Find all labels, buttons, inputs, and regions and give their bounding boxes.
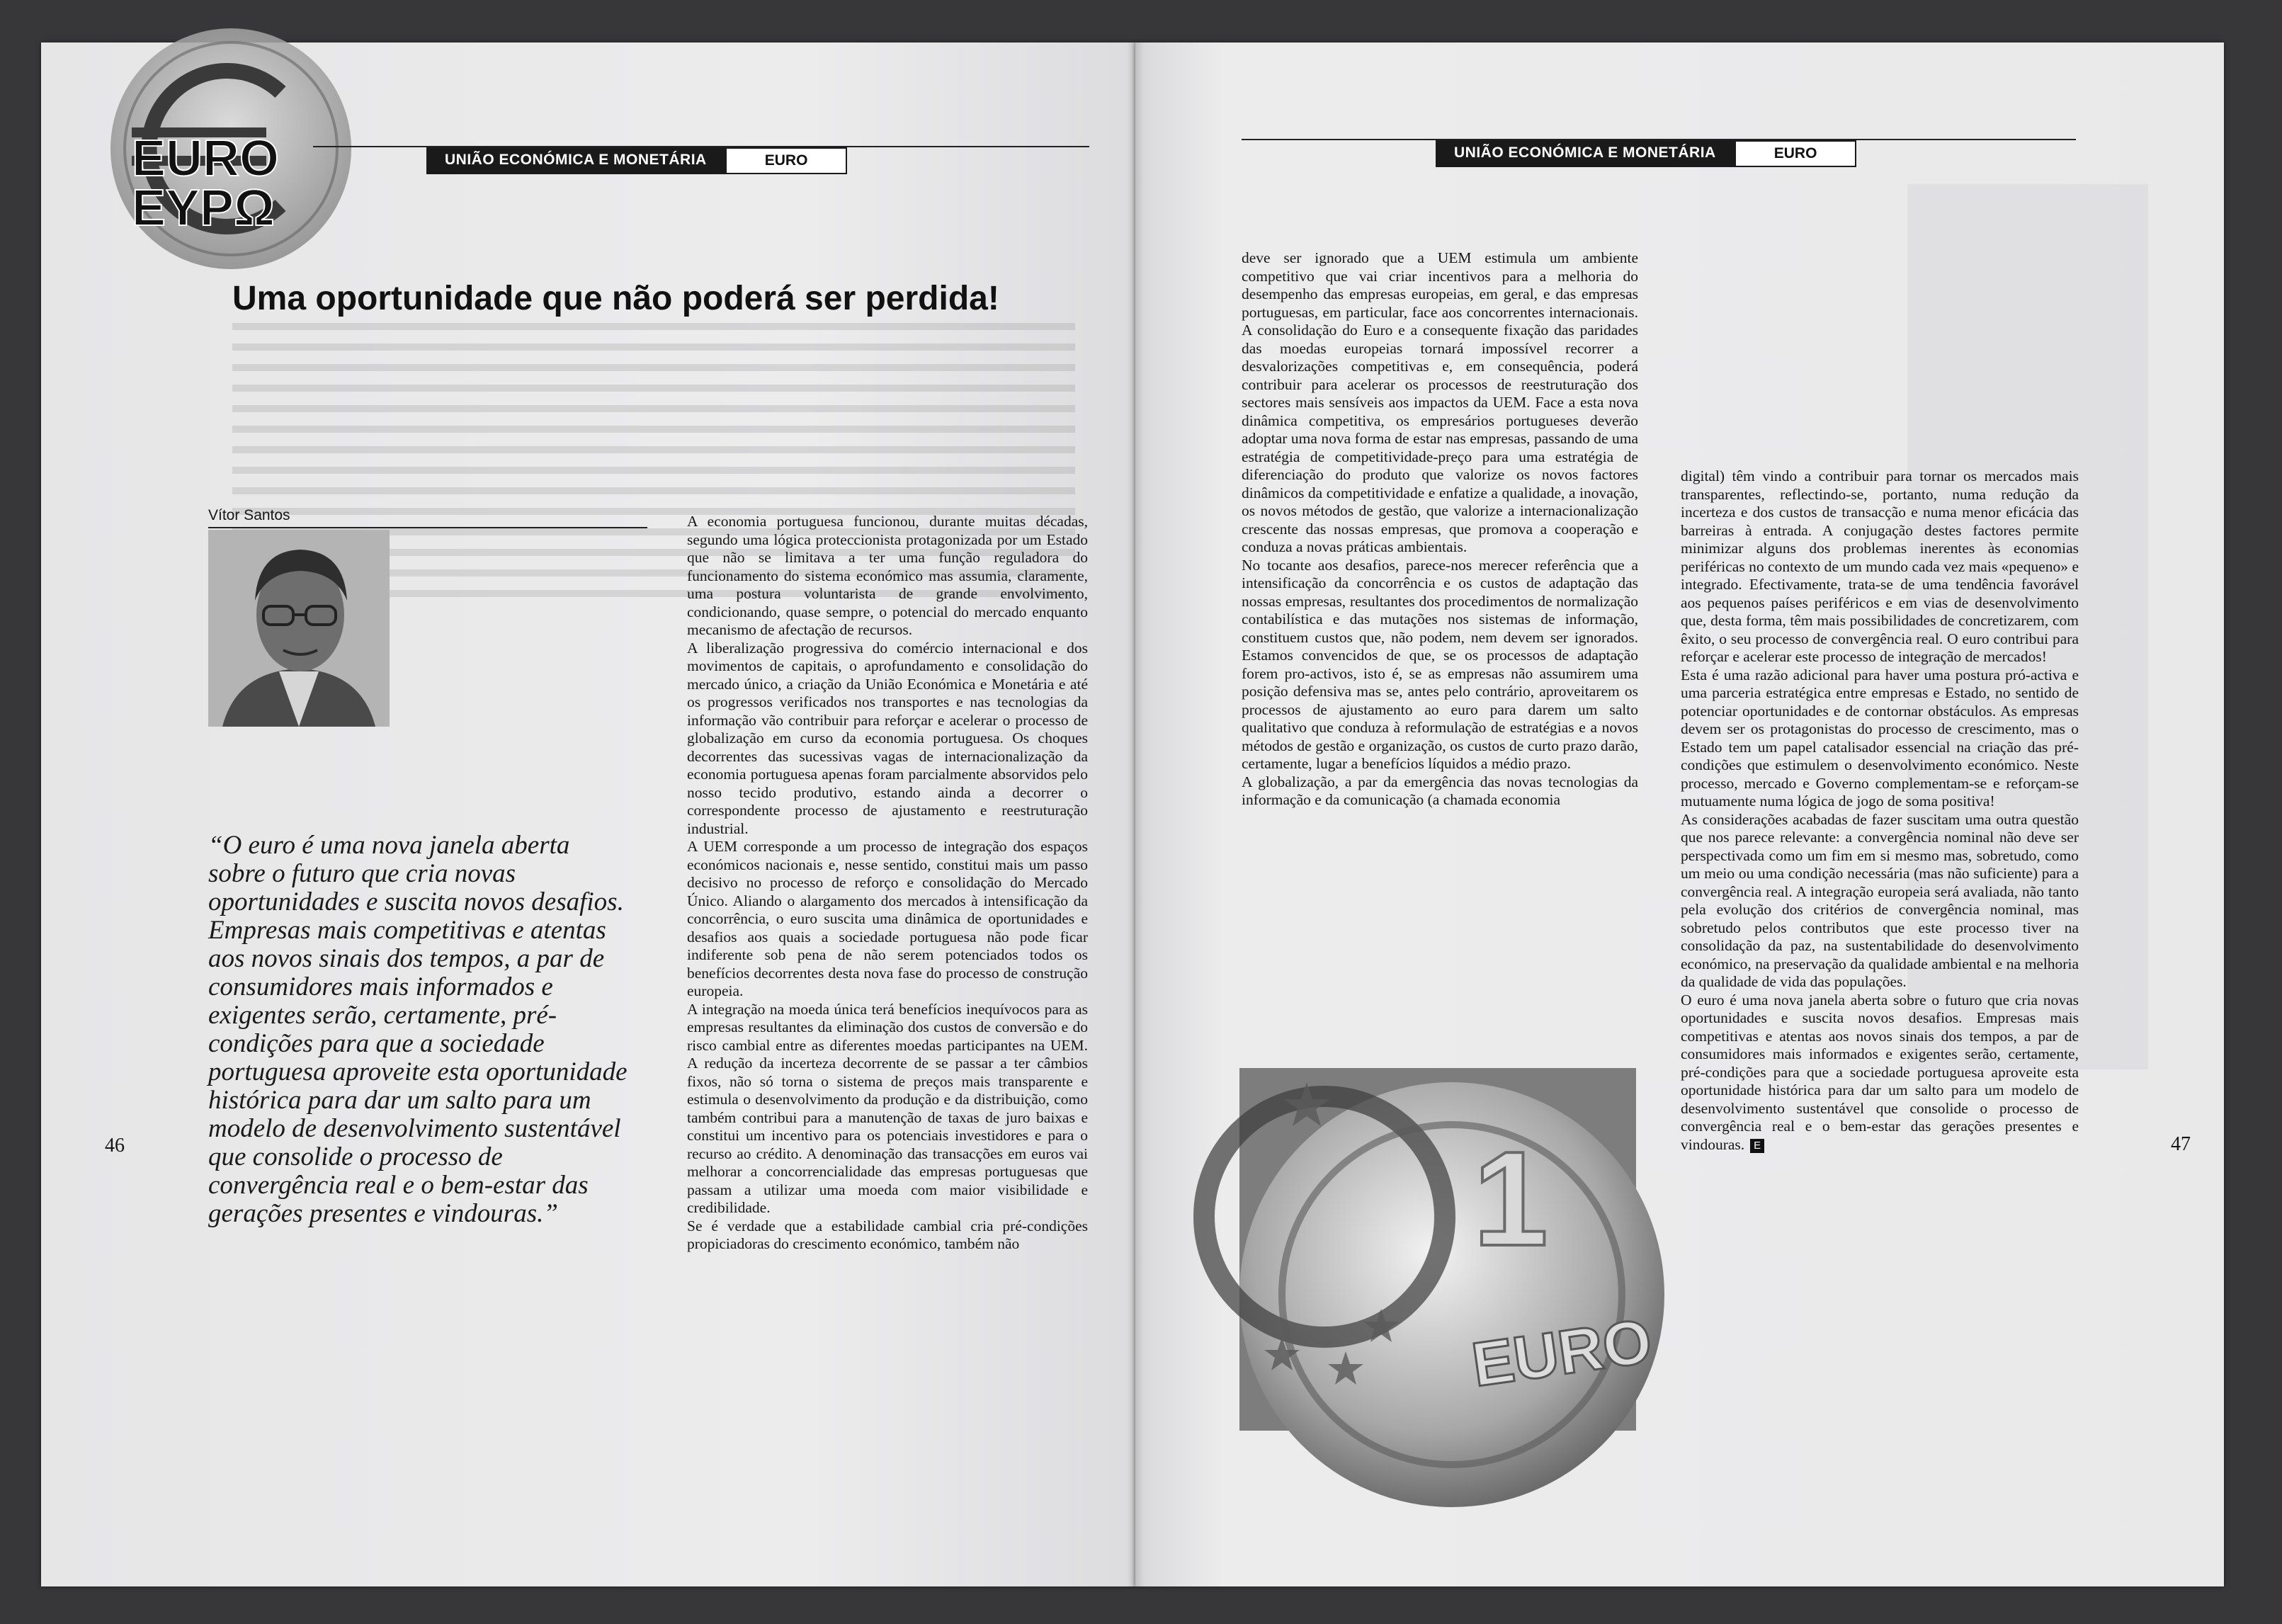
right-text-column [1681,467,2079,1154]
author-photo [208,530,390,727]
pull-quote: “O euro é uma nova janela aberta sobre o futuro que cria novas oportunidades e suscita novos desafios. Empresas mais competitivas e atentas aos novos sinais dos tempos, a par de consumidores mais informados e exigentes serão, certamente, pré-condições para que a sociedade portuguesa aproveite esta oportunidade histórica para dar um salto para um modelo de desenvolvimento sustentável que consolide o processo de convergência real e o bem-estar das gerações presentes e vindouras.” [208,831,628,1228]
magazine-spread [41,42,2224,1586]
euro-coin-photo [1239,1068,1656,1431]
paragraph: A economia portuguesa funcionou, durante muitas décadas, segundo uma lógica proteccionista protagonizada por um Estado que não se limitava a ter uma função reguladora do funcionamento do sistema económico mas assumia, claramente, uma postura voluntarista de grande envolvimento, condicionando, quase sempre, o potencial do mercado enquanto mecanismo de afectação de recursos. [687,513,1088,638]
spine-gutter [1127,42,1144,1586]
paragraph: digital) têm vindo a contribuir para tornar os mercados mais transparentes, reflectindo-se, portanto, numa redução da incerteza e dos custos de transacção e numa menor eficácia das barreiras à entrada. A conjugação destes factores permite minimizar alguns dos problemas inerentes às economias periféricas no contexto de um mundo cada vez mais «pequeno» e integrado. Efectivamente, trata-se de uma tendência favorável aos pequenos países periféricos e em vias de desenvolvimento que, desta forma, têm mais possibilidades de concretizarem, com êxito, o seu processo de convergência real. O euro contribui para reforçar e acelerar este processo de integração de mercados! [1681,467,2079,665]
section-label: UNIÃO ECONÓMICA E MONETÁRIA [426,147,725,174]
coin-text: EURO [1468,1305,1656,1400]
article-title: Uma oportunidade que não poderá ser perdida! [232,280,999,317]
paragraph: A liberalização progressiva do comércio internacional e dos movimentos de capitais, o aprofundamento e consolidação do mercado único, a criação da União Económica e Monetária e até os progressos verificados nos transportes e nas tecnologias da informação vão contribuir para reforçar e acelerar o processo de globalização em curso da economia portuguesa. Os choques decorrentes das sucessivas vagas de internacionalização da economia portuguesa apenas foram parcialmente absorvidos pelo nosso tecido produtivo, estando ainda a decorrer o correspondente processo de ajustamento e reestruturação industrial. [687,639,1088,837]
euro-coin-logo [96,42,351,276]
paragraph: A globalização, a par da emergência das novas tecnologias da informação e da comunicação (a chamada economia [1242,773,1638,808]
paragraph: Se é verdade que a estabilidade cambial cria pré-condições propiciadoras do crescimento económico, também não [687,1217,1088,1252]
logo-text-top: EURO [132,130,280,187]
middle-text-column [1242,249,1638,810]
section-label: UNIÃO ECONÓMICA E MONETÁRIA [1436,140,1735,167]
section-tag: EURO [1735,140,1857,167]
paragraph: deve ser ignorado que a UEM estimula um ambiente competitivo que vai criar incentivos para a melhoria do desempenho das empresas europeias, em geral, e das empresas portuguesas, em particular, face aos concorrentes internacionais. A consolidação do Euro e a consequente fixação das paridades das moedas europeias tornará impossível recorrer a desvalorizações competitivas e, em consequência, poderá contribuir para acelerar os processos de reestruturação dos sectores mais sensíveis aos impactos da UEM. Face a esta nova dinâmica competitiva, os empresários portugueses deverão adoptar uma nova forma de estar nas empresas, passando de uma estratégia de competitividade-preço para uma estratégia de diferenciação do produto que valorize os novos factores dinâmicos da competitividade e enfatize a qualidade, a inovação, os novos métodos de gestão, que valorize a internacionalização crescente das nossas empresas, que promova a cooperação e conduza a novas práticas ambientais. [1242,249,1638,555]
logo-text-bottom: EYPΩ [132,180,275,237]
paragraph: A integração na moeda única terá benefícios inequívocos para as empresas resultantes da eliminação dos custos de conversão e do risco cambial entre as diferentes moedas participantes na UEM. A redução da incerteza decorrente de se passar a ter câmbios fixos, não só torna o sistema de preços mais transparente e estimula o desenvolvimento da produção e da distribuição, como também contribui para a manutenção de taxas de juro baixas e constitui um incentivo para os potenciais investidores e para o recurso ao crédito. A denominação das transacções em euros vai melhorar a concorrencialidade das empresas portuguesas que passam a utilizar uma moeda com maior visibilidade e credibilidade. [687,1000,1088,1216]
end-mark-icon: E [1750,1139,1764,1153]
page-number-left: 46 [105,1135,125,1157]
left-page [41,42,1135,1586]
paragraph: No tocante aos desafios, parece-nos merecer referência que a intensificação da concorrência e os custos de adaptação das nossas empresas, resultantes dos procedimentos de normalização contabilística e das mutações nos sistemas de informação, constituem custos que, não podem, nem devem ser ignorados. Estamos convencidos de que, se os processos de adaptação forem pro-activos, isto é, se as empresas não assumirem uma posição defensiva mas se, antes pelo contrário, aproveitarem os processos de ajustamento ao euro para darem um salto qualitativo que conduza à reformulação de estratégias e a novos métodos de gestão e organização, os custos de curto prazo darão, certamente, lugar a benefícios líquidos a médio prazo. [1242,556,1638,772]
left-text-column [687,513,1088,1254]
paragraph: O euro é uma nova janela aberta sobre o futuro que cria novas oportunidades e suscita novos desafios. Empresas mais competitivas e atentas aos novos sinais dos tempos, a par de consumidores mais informados e exigentes serão, certamente, pré-condições para que a sociedade portuguesa aproveite esta oportunidade histórica para dar um salto para um modelo de desenvolvimento sustentável que consolide o processo de convergência real e o bem-estar das gerações presentes e vindouras. [1681,991,2079,1153]
page-number-right: 47 [2171,1133,2191,1155]
paragraph: As considerações acabadas de fazer suscitam uma outra questão que nos parece relevante: a convergência nominal não deve ser perspectivada como um fim em si mesmo mas, sobretudo, como um meio ou uma condição necessária (mas não suficiente) para a convergência real. A integração europeia será avaliada, não tanto pela evolução dos critérios de convergência nominal, mas sobretudo pelos contributos que este processo tiver na consolidação da paz, na sustentabilidade do desenvolvimento económico, na preservação da qualidade ambiental e na melhoria da qualidade de vida das populações. [1681,810,2079,990]
coin-numeral: 1 [1473,1124,1548,1274]
section-tags-right [1436,140,1856,167]
section-tags-left [426,147,847,174]
author-rule [208,527,647,528]
paragraph: A UEM corresponde a um processo de integração dos espaços económicos nacionais e, nesse sentido, constitui mais um passo decisivo no processo de reforço e consolidação do Mercado Único. Aliando o alargamento dos mercados à intensificação da concorrência, o euro suscita uma dinâmica de oportunidades e desafios aos quais a sociedade portuguesa não pode ficar indiferente sob pena de não serem potenciados todos os benefícios decorrentes desta nova fase do processo de construção europeia. [687,838,1088,999]
paragraph: Esta é uma razão adicional para haver uma postura pró-activa e uma parceria estratégica entre empresas e Estado, no sentido de potenciar oportunidades e de contornar obstáculos. As empresas devem ser os protagonistas do processo de crescimento, mas o Estado tem um papel catalisador essencial na criação das pré-condições que estimulem o desenvolvimento económico. Neste processo, mercado e Governo complementam-se e reforçam-se mutuamente numa lógica de jogo de soma positiva! [1681,666,2079,810]
author-name: Vítor Santos [208,507,290,523]
section-tag: EURO [725,147,848,174]
